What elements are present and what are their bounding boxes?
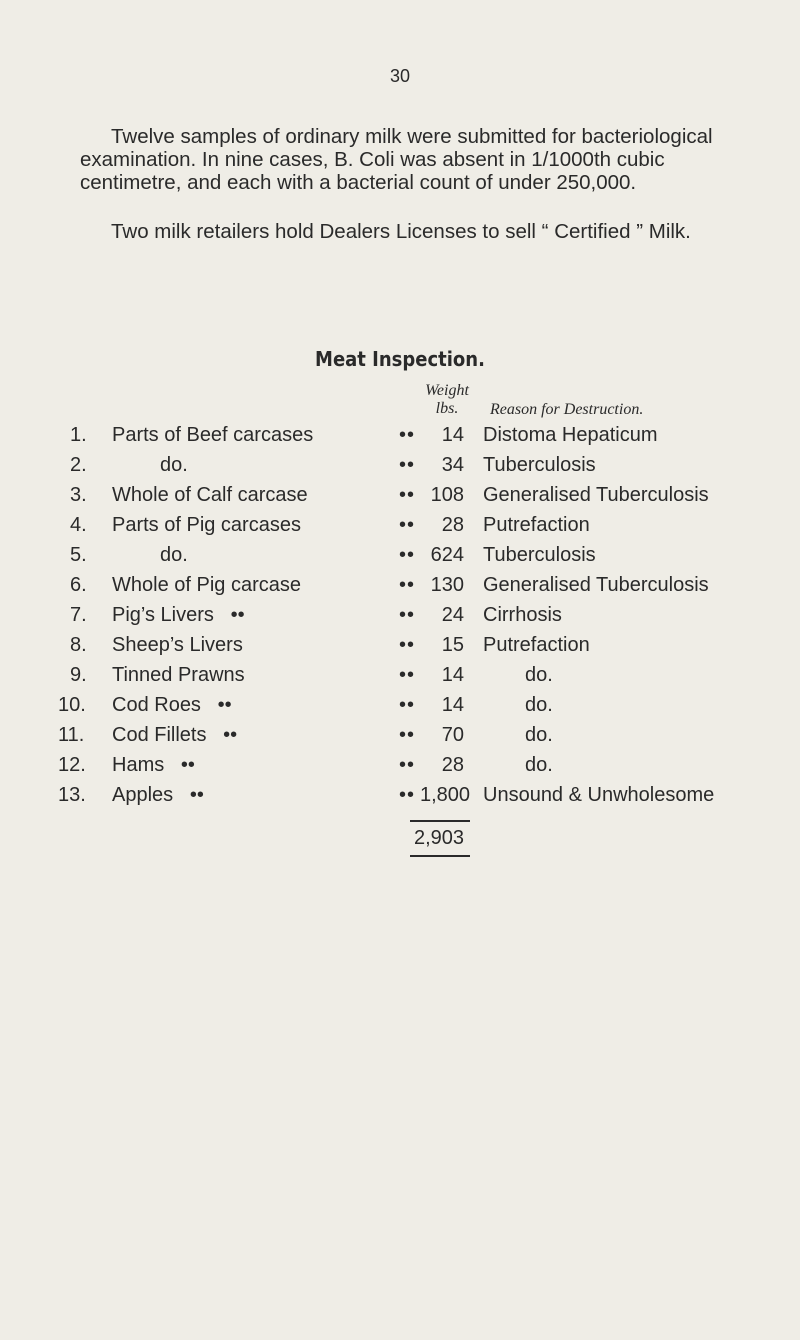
table-row [0, 544, 800, 574]
row-leader: •• [398, 574, 415, 596]
row-reason: do. [525, 694, 553, 716]
table-row [0, 724, 800, 754]
row-reason: Putrefaction [483, 514, 590, 536]
weight-header-label: Weight [425, 382, 469, 399]
row-weight: 14 [441, 664, 464, 686]
table-row [0, 694, 800, 724]
milk-samples-paragraph: Twelve samples of ordinary milk were submitted for bacteriological examination. In nine cases, B. Coli was absent in 1/1000th cubic centimetre, and each with a bacterial count of under 250,000. [80, 125, 713, 194]
row-number: 11. [58, 724, 85, 746]
row-leader: •• [398, 544, 415, 566]
row-reason: Generalised Tuberculosis [483, 484, 709, 506]
row-item: Whole of Calf carcase [112, 484, 308, 506]
row-leader: •• [398, 634, 415, 656]
row-weight: 70 [441, 724, 464, 746]
weight-total: 2,903 [413, 827, 465, 849]
table-row [0, 754, 800, 784]
table-row [0, 484, 800, 514]
row-reason: Cirrhosis [483, 604, 562, 626]
table-row [0, 784, 800, 814]
row-reason: do. [525, 754, 553, 776]
row-weight: 130 [430, 574, 464, 596]
row-weight: 14 [441, 694, 464, 716]
reason-column-header: Reason for Destruction. [490, 401, 644, 418]
row-weight: 1,800 [420, 784, 471, 806]
meat-inspection-title: Meat Inspection. [315, 347, 485, 371]
row-reason: do. [525, 724, 553, 746]
total-rule-bottom [410, 855, 470, 857]
row-item: Parts of Beef carcases [112, 424, 314, 446]
row-leader: •• [398, 514, 415, 536]
row-leader: •• [398, 784, 415, 806]
row-item: Whole of Pig carcase [112, 574, 301, 596]
row-reason: Tuberculosis [483, 454, 596, 476]
row-reason: Putrefaction [483, 634, 590, 656]
row-weight: 28 [441, 514, 464, 536]
row-leader: •• [398, 754, 415, 776]
row-weight: 28 [441, 754, 464, 776]
row-item: Cod Fillets •• [112, 724, 238, 746]
row-number: 9. [70, 664, 87, 686]
row-item: do. [160, 544, 188, 566]
row-number: 10. [58, 694, 86, 716]
row-leader: •• [398, 424, 415, 446]
row-weight: 108 [430, 484, 464, 506]
row-weight: 34 [441, 454, 464, 476]
weight-column-header [412, 382, 482, 418]
row-item: Sheep’s Livers [112, 634, 243, 656]
row-number: 7. [70, 604, 87, 626]
row-number: 3. [70, 484, 87, 506]
row-reason: Tuberculosis [483, 544, 596, 566]
row-item: Tinned Prawns [112, 664, 245, 686]
row-item: Cod Roes •• [112, 694, 232, 716]
row-number: 2. [70, 454, 87, 476]
row-leader: •• [398, 694, 415, 716]
row-leader: •• [398, 604, 415, 626]
row-item: Apples •• [112, 784, 204, 806]
row-item: do. [160, 454, 188, 476]
row-reason: Distoma Hepaticum [483, 424, 658, 446]
row-number: 1. [70, 424, 87, 446]
row-number: 6. [70, 574, 87, 596]
table-row [0, 514, 800, 544]
row-leader: •• [398, 484, 415, 506]
row-number: 12. [58, 754, 86, 776]
table-row [0, 664, 800, 694]
certified-milk-paragraph: Two milk retailers hold Dealers Licenses to sell “ Certified ” Milk. [111, 220, 691, 243]
row-item: Pig’s Livers •• [112, 604, 245, 626]
row-reason: do. [525, 664, 553, 686]
table-row [0, 604, 800, 634]
row-leader: •• [398, 454, 415, 476]
table-row [0, 574, 800, 604]
row-number: 13. [58, 784, 86, 806]
row-item: Hams •• [112, 754, 195, 776]
page-number: 30 [389, 66, 411, 86]
total-rule-top [410, 820, 470, 822]
row-weight: 15 [441, 634, 464, 656]
weight-unit-label: lbs. [435, 400, 459, 417]
row-reason: Generalised Tuberculosis [483, 574, 709, 596]
row-reason: Unsound & Unwholesome [483, 784, 715, 806]
row-number: 4. [70, 514, 87, 536]
table-row [0, 454, 800, 484]
row-weight: 14 [441, 424, 464, 446]
row-weight: 24 [441, 604, 464, 626]
row-weight: 624 [430, 544, 464, 566]
row-leader: •• [398, 664, 415, 686]
row-leader: •• [398, 724, 415, 746]
row-number: 5. [70, 544, 87, 566]
row-item: Parts of Pig carcases [112, 514, 301, 536]
row-number: 8. [70, 634, 87, 656]
table-row [0, 424, 800, 454]
table-row [0, 634, 800, 664]
